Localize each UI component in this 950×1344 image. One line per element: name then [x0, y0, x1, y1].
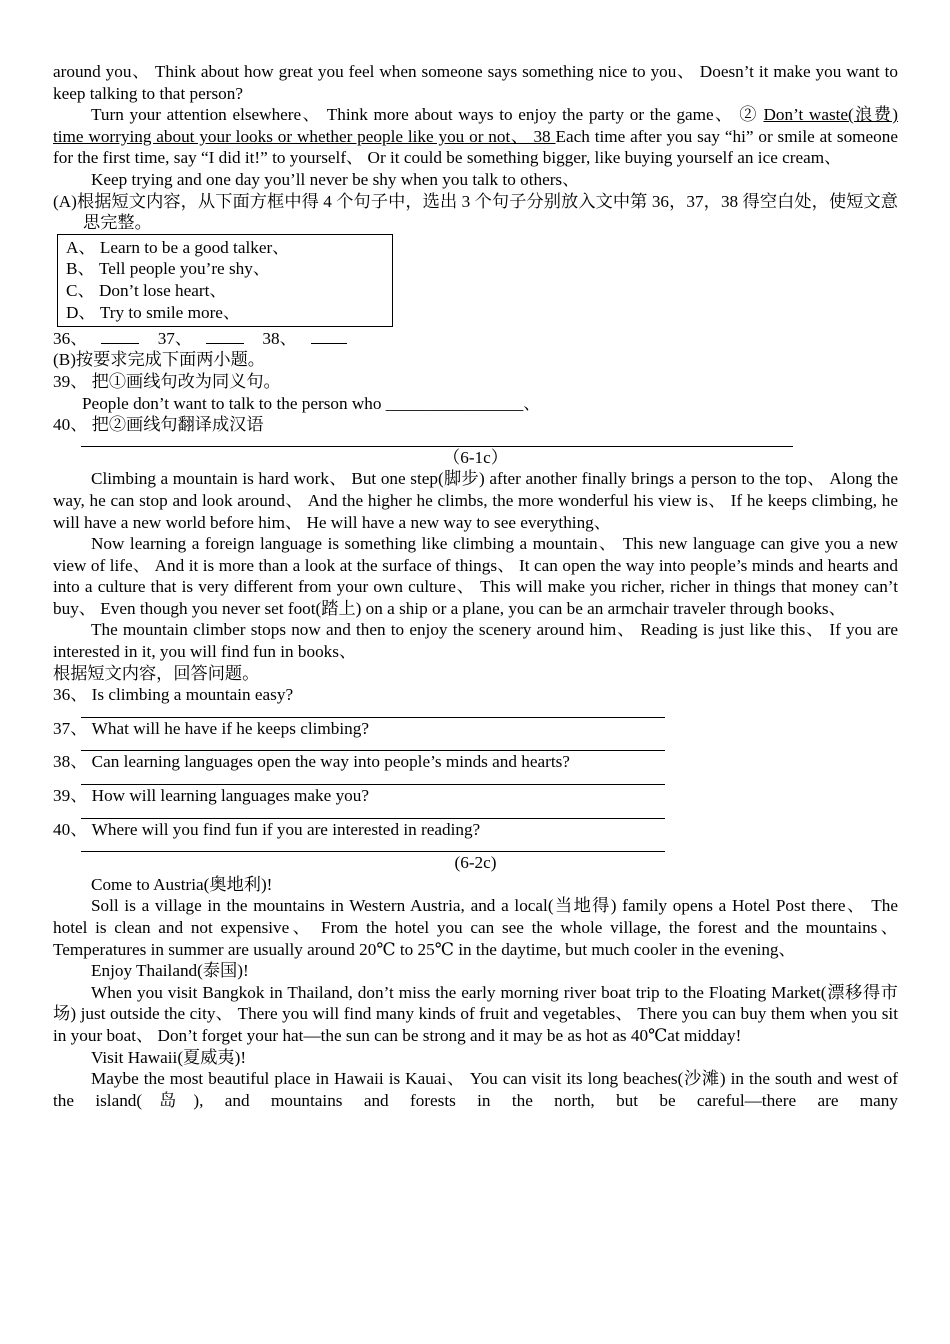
- answer-line[interactable]: [81, 436, 793, 447]
- answer-blank-38[interactable]: [311, 327, 347, 344]
- heading: Visit Hawaii(夏威夷)!: [91, 1047, 247, 1067]
- instruction: 根据短文内容，回答问题。: [53, 663, 260, 683]
- answer-line[interactable]: [81, 840, 665, 852]
- answer-blanks: [53, 327, 898, 350]
- paragraph: Keep trying and one day you’ll never be shy when you talk to others、: [91, 169, 580, 189]
- option-a: A、 Learn to be a good talker、: [66, 237, 290, 257]
- paragraph-text: Each time after you say “hi” or smile at someone for the first time, say “I did it!” to yourself、 Or it could be something bigger, like buying yourself an ice cream、: [53, 126, 898, 168]
- paragraph: around you、 Think about how great you feel when someone says something nice to you、 Doesn’t it make you want to keep talking to that person?: [53, 62, 898, 103]
- paragraph: Soll is a village in the mountains in Western Austria, and a local(当地得) family opens a Hotel Post there、 The hotel is clean and not expensive、 From the hotel you can see the whole village, the forest and the mountains、 Temperatures in summer are usually around 20℃ to 25℃ in the daytime, but much cooler in the evening、: [53, 896, 898, 959]
- paragraph: Climbing a mountain is hard work、 But one step(脚步) after another finally brings a person to the top、 Along the way, he can stop and look around、 And the higher he climbs, the more wonderful his view is、 If he keeps climbing, he will have a new world before him、 He will have a new way to see everything、: [53, 469, 898, 532]
- section-label: (6-2c): [454, 853, 497, 873]
- underlined-sentence-2: Don’t waste(浪费) time worrying about your looks or whether people like you or not、 38: [53, 105, 898, 146]
- answer-blank-37[interactable]: [206, 327, 244, 344]
- section-label: （6-1c）: [443, 447, 508, 467]
- question-39-line: People don’t want to talk to the person who ________________、: [82, 393, 541, 413]
- instruction-a: (A)根据短文内容，从下面方框中得 4 个句子中，选出 3 个句子分别放入文中第 36，37，38 得空白处，使短文意思完整。: [53, 191, 898, 233]
- paragraph: [53, 104, 898, 169]
- paragraph: Maybe the most beautiful place in Hawaii is Kauai、 You can visit its long beaches(沙滩) in the south and west of the island(岛), and mountains and forests in the north, but be careful—there are many: [53, 1069, 898, 1110]
- document-page: [53, 61, 898, 1111]
- question-36: 36、 Is climbing a mountain easy?: [53, 685, 294, 705]
- question-40: 40、 把②画线句翻译成汉语: [53, 415, 264, 435]
- instruction-b: (B)按要求完成下面两小题。: [53, 350, 265, 370]
- question-38: 38、 Can learning languages open the way into people’s minds and hearts?: [53, 752, 570, 772]
- options-box: [57, 234, 393, 327]
- option-d: D、 Try to smile more、: [66, 302, 241, 322]
- heading: Enjoy Thailand(泰国)!: [91, 961, 249, 981]
- question-37: 37、 What will he have if he keeps climbing?: [53, 718, 369, 738]
- answer-label-37: 37、: [157, 328, 193, 348]
- option-b: B、 Tell people you’re shy、: [66, 259, 271, 279]
- paragraph: The mountain climber stops now and then to enjoy the scenery around him、 Reading is just like this、 If you are interested in it, you will find fun in books、: [53, 620, 898, 662]
- heading: Come to Austria(奥地利)!: [91, 874, 273, 894]
- answer-label-38: 38、: [262, 328, 297, 348]
- option-c: C、 Don’t lose heart、: [66, 280, 227, 300]
- answer-line[interactable]: [81, 807, 665, 819]
- answer-blank-36[interactable]: [101, 327, 139, 344]
- answer-line[interactable]: [81, 739, 665, 751]
- paragraph-text: Turn your attention elsewhere、 Think more about ways to enjoy the party or the game、 ②: [91, 105, 764, 125]
- question-39: 39、 把①画线句改为同义句。: [53, 371, 281, 391]
- question-40: 40、 Where will you find fun if you are interested in reading?: [53, 819, 481, 839]
- answer-line[interactable]: [81, 706, 665, 718]
- answer-line[interactable]: [81, 773, 665, 785]
- answer-label-36: 36、: [53, 328, 88, 348]
- paragraph: Now learning a foreign language is something like climbing a mountain、 This new language can give you a new view of life、 And it is more than a look at the surface of things、 It can open the way into people’s minds and hearts and into a culture that is very different from your own culture、 This will make you richer, richer in things that money can’t buy、 Even though you never set foot(踏上) on a ship or a plane, you can be an armchair traveler through books、: [53, 534, 898, 618]
- question-39: 39、 How will learning languages make you?: [53, 786, 369, 806]
- paragraph: When you visit Bangkok in Thailand, don’t miss the early morning river boat trip to the Floating Market(漂移得市场) just outside the city、 There you will find many kinds of fruit and vegetables、 There you can buy them when you sit in your boat、 Don’t forget your hat—the sun can be strong and it may be as hot as 40℃at midday!: [53, 982, 898, 1045]
